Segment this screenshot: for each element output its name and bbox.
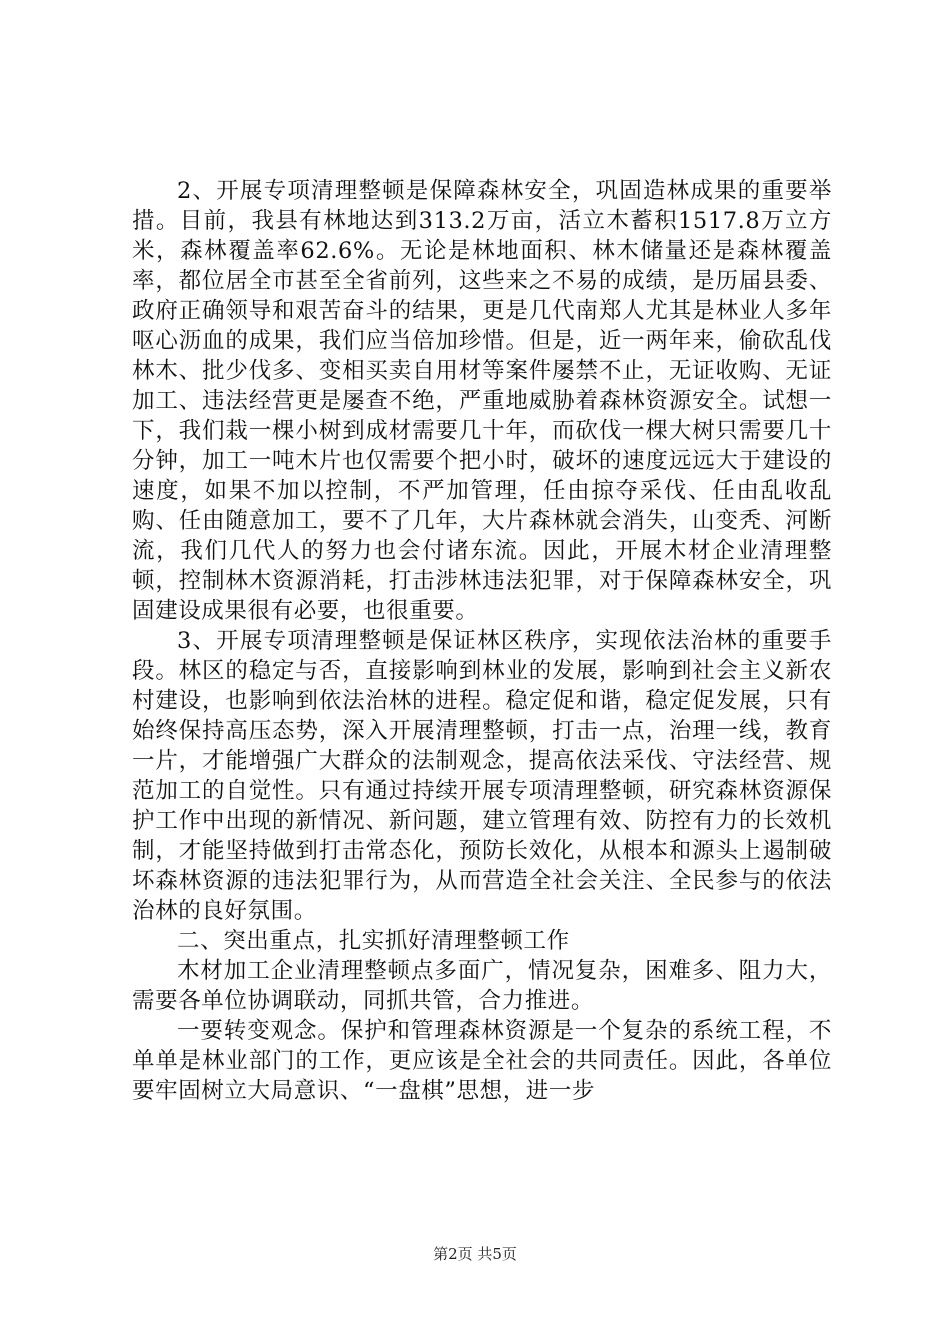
page-number-footer: 第2页 共5页 — [433, 1245, 517, 1263]
paragraph-intro: 木材加工企业清理整顿点多面广，情况复杂，困难多、阻力大，需要各单位协调联动，同抓共管，合力推进。 — [132, 958, 832, 1014]
paragraph-change-mindset: 一要转变观念。保护和管理森林资源是一个复杂的系统工程，不单单是林业部门的工作，更应该是全社会的共同责任。因此，各单位要牢固树立大局意识、“一盘棋”思想，进一步 — [132, 1018, 832, 1104]
document-body — [132, 176, 832, 1106]
section-heading-two: 二、突出重点，扎实抓好清理整顿工作 — [177, 928, 570, 954]
paragraph-section-3: 3、开展专项清理整顿是保证林区秩序，实现依法治林的重要手段。林区的稳定与否，直接影响到林业的发展，影响到社会主义新农村建设，也影响到依法治林的进程。稳定促和谐，稳定促发展，只有始终保持高压态势，深入开展清理整顿，打击一点，治理一线，教育一片，才能增强广大群众的法制观念，提高依法采伐、守法经营、规范加工的自觉性。只有通过持续开展专项清理整顿，研究森林资源保护工作中出现的新情况、新问题，建立管理有效、防控有力的长效机制，才能坚持做到打击常态化，预防长效化，从根本和源头上遏制破坏森林资源的违法犯罪行为，从而营造全社会关注、全民参与的依法治林的良好氛围。 — [132, 628, 832, 924]
paragraph-section-2: 2、开展专项清理整顿是保障森林安全，巩固造林成果的重要举措。目前，我县有林地达到313.2万亩，活立木蓄积1517.8万立方米，森林覆盖率62.6%。无论是林地面积、林木储量还是森林覆盖率，都位居全市甚至全省前列，这些来之不易的成绩，是历届县委、政府正确领导和艰苦奋斗的结果，更是几代南郑人尤其是林业人多年呕心沥血的成果，我们应当倍加珍惜。但是，近一两年来，偷砍乱伐林木、批少伐多、变相买卖自用材等案件屡禁不止，无证收购、无证加工、违法经营更是屡查不绝，严重地威胁着森林资源安全。试想一下，我们栽一棵小树到成材需要几十年，而砍伐一棵大树只需要几十分钟，加工一吨木片也仅需要个把小时，破坏的速度远远大于建设的速度，如果不加以控制，不严加管理，任由掠夺采伐、任由乱收乱购、任由随意加工，要不了几年，大片森林就会消失，山变秃、河断流，我们几代人的努力也会付诸东流。因此，开展木材企业清理整顿，控制林木资源消耗，打击涉林违法犯罪，对于保障森林安全，巩固建设成果很有必要，也很重要。 — [132, 178, 832, 624]
